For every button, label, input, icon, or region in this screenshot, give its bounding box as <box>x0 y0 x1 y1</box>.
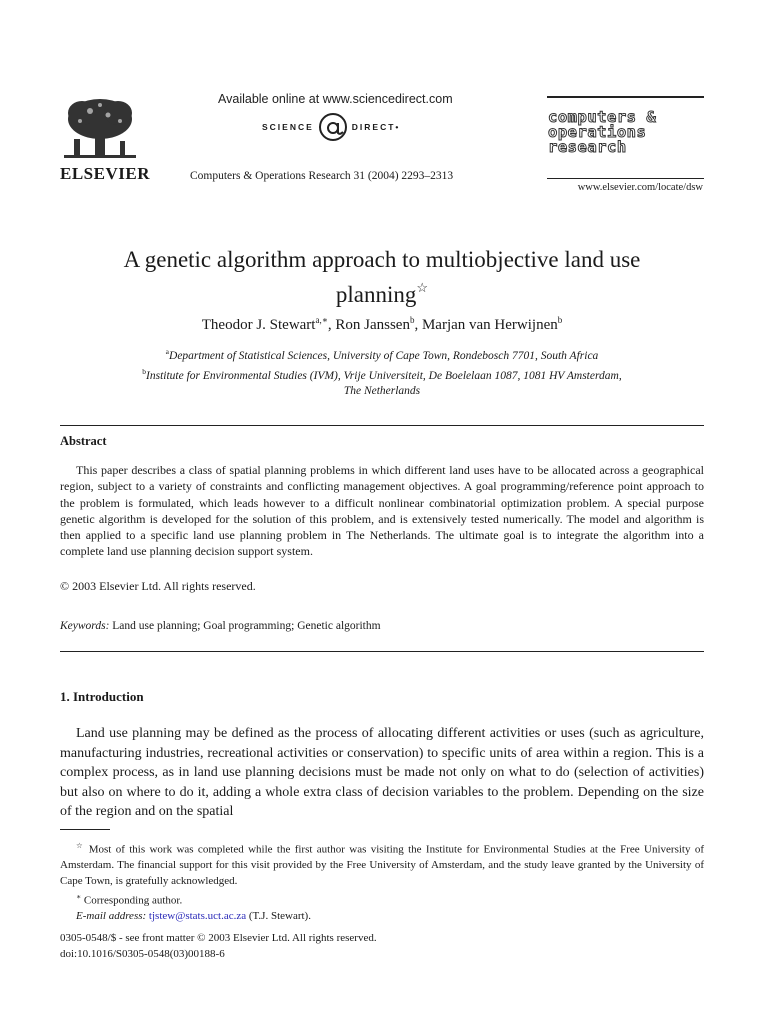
footnote-corr-text: Corresponding author. <box>83 894 183 907</box>
at-sign-icon <box>318 112 348 142</box>
author-affiliation-mark[interactable]: b <box>557 315 563 325</box>
sciencedirect-logo[interactable] <box>262 112 400 142</box>
footnotes <box>60 838 704 925</box>
author-affiliation-mark[interactable]: a,∗ <box>315 315 328 325</box>
affiliation-b-mark: b <box>142 366 147 376</box>
footnote-star <box>60 838 704 889</box>
journal-logo-line: research <box>548 138 627 156</box>
affiliation-b-continued: The Netherlands <box>343 384 421 397</box>
affiliation-b <box>60 364 704 384</box>
affiliation-a-mark: a <box>165 347 170 356</box>
author-separator: , <box>327 317 336 333</box>
journal-logo-line: computers & <box>548 108 657 126</box>
abstract-body <box>60 462 704 560</box>
footnote-corr-mark: ∗ <box>76 892 82 902</box>
email-label: E-mail address: <box>76 910 147 923</box>
keywords <box>60 620 704 632</box>
abstract-paragraph: This paper describes a class of spatial planning problems in which different land uses have to be allocated across a geographical region, subject to a variety of constraints and conflicting management objectives. A goal programming/reference point approach to the problem is formulated, which leads however to a difficult nonlinear combinatorial optimization problem. A special purpose genetic algorithm is developed for the solution of this problem, and is extensively tested numerically. The model and algorithm is then applied to a specific land use planning problem in The Netherlands. The ultimate goal is to integrate the algorithm into a complete land use planning decision support system. <box>60 463 704 559</box>
author-name: Ron Janssen <box>335 317 410 333</box>
keywords-list: Land use planning; Goal programming; Genetic algorithm <box>112 620 381 632</box>
abstract-bottom-rule <box>60 651 704 652</box>
doi-line[interactable]: doi:10.1016/S0305-0548(03)00188-6 <box>60 947 225 960</box>
email-suffix: (T.J. Stewart). <box>248 910 311 923</box>
title-line-2 <box>60 274 704 309</box>
elsevier-tree-logo <box>60 95 140 163</box>
section-heading-introduction: 1. Introduction <box>60 689 144 704</box>
sd-left-text: SCIENCE <box>262 122 314 132</box>
author-list <box>60 315 704 334</box>
affiliation-a <box>60 344 704 364</box>
author-separator: , <box>414 317 422 333</box>
footnote-corresponding <box>60 889 704 909</box>
article-title <box>60 246 704 309</box>
sd-right-text: DIRECT• <box>351 122 401 132</box>
abstract-copyright: © 2003 Elsevier Ltd. All rights reserved. <box>60 579 256 593</box>
title-line-1: A genetic algorithm approach to multiobjective land use <box>123 247 641 272</box>
keywords-label: Keywords: <box>60 620 110 632</box>
journal-logo-rule-top <box>547 96 704 98</box>
journal-logo-title <box>548 110 708 155</box>
abstract-top-rule <box>60 425 704 426</box>
affiliations <box>60 344 704 399</box>
affiliation-b-text: Institute for Environmental Studies (IVM), Vrije Universiteit, De Boelelaan 1087, 1081 HV Amsterdam, <box>146 369 622 382</box>
author-name: Marjan van Herwijnen <box>421 317 558 333</box>
footnote-rule <box>60 829 110 830</box>
issn-line: 0305-0548/$ - see front matter © 2003 Elsevier Ltd. All rights reserved. <box>60 932 377 944</box>
publisher-name: ELSEVIER <box>60 164 150 183</box>
footnote-star-text: Most of this work was completed while the first author was visiting the Institute for Environmental Studies at the Free University of Amsterdam. The financial support for this visit provided by the Free University of Amsterdam, and the study leave granted by the University of Cape Town, is gratefully acknowledged. <box>60 843 704 887</box>
footnote-star-mark: ☆ <box>76 841 85 850</box>
author-affiliation-mark[interactable]: b <box>409 315 415 325</box>
title-footnote-star-icon[interactable]: ☆ <box>416 280 429 295</box>
footnote-email <box>60 909 704 925</box>
journal-reference: Computers & Operations Research 31 (2004) 2293–2313 <box>190 170 454 182</box>
introduction-paragraph: Land use planning may be defined as the process of allocating different activities or uses (such as agriculture, manufacturing industries, recreational activities or conservation) to specific units of area within a region. This is a complex process, as in land use planning decisions must be made not only on what to do (selection of activities) but also on where to do it, adding a whole extra class of decision variables to the problem. Depending on the size of the region and on the spatial <box>60 726 704 819</box>
abstract-heading: Abstract <box>60 434 107 448</box>
email-link[interactable]: tjstew@stats.uct.ac.za <box>148 910 247 923</box>
journal-logo-rule-bottom <box>547 178 704 179</box>
author-name: Theodor J. Stewart <box>201 317 316 333</box>
affiliation-a-text: Department of Statistical Sciences, University of Cape Town, Rondebosch 7701, South Africa <box>169 349 599 362</box>
journal-url-link[interactable]: www.elsevier.com/locate/dsw <box>577 182 703 193</box>
available-online-text[interactable]: Available online at www.sciencedirect.com <box>218 92 453 106</box>
introduction-body <box>60 724 704 822</box>
journal-logo-line: operations <box>548 123 647 141</box>
title-line-2-text: planning <box>335 282 417 307</box>
front-matter-info <box>60 931 377 962</box>
